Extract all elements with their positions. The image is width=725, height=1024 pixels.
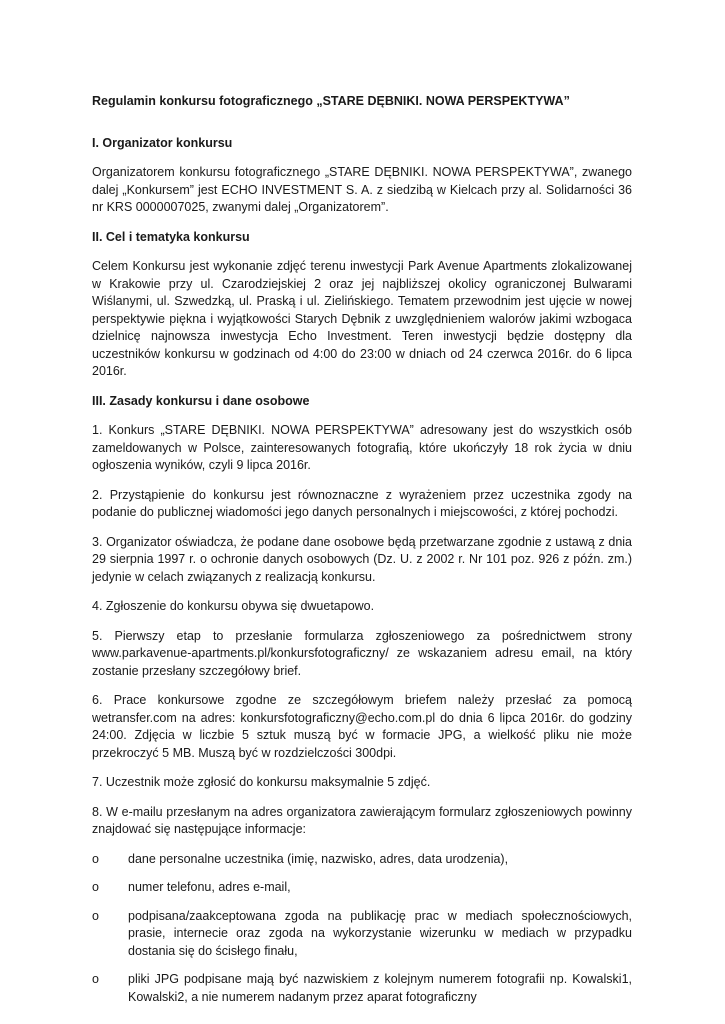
document-title: Regulamin konkursu fotograficznego „STARE DĘBNIKI. NOWA PERSPEKTYWA”: [92, 94, 570, 108]
rule-1: 1. Konkurs „STARE DĘBNIKI. NOWA PERSPEKTYWA” adresowany jest do wszystkich osób zameldowanych w Polsce, zainteresowanych fotografią, które ukończyły 18 rok życia w dniu ogłoszenia wyników, czyli 9 lipca 2016r.: [92, 423, 632, 472]
list-item-text: dane personalne uczestnika (imię, nazwisko, adres, data urodzenia),: [128, 851, 509, 866]
rule-4: 4. Zgłoszenie do konkursu obywa się dwuetapowo.: [92, 599, 375, 613]
rule-7: 7. Uczestnik może zgłosić do konkursu maksymalnie 5 zdjęć.: [92, 775, 431, 789]
required-info-list: [92, 851, 632, 1007]
section-2-paragraph: Celem Konkursu jest wykonanie zdjęć terenu inwestycji Park Avenue Apartments zlokalizowanej w Krakowie przy ul. Czarodziejskiej 2 oraz jej najbliższej okolicy ograniczonej Bulwarami Wiślanymi, ul. Szwedzką, ul. Praską i ul. Zielińskiego. Tematem przewodnim jest ujęcie w nowej perspektywie piękna i wyjątkowości Starych Dębnik z uwzględnieniem walorów jakimi wzbogaca dzielnicę najnowsza inwestycja Echo Investment. Teren inwestycji będzie dostępny dla uczestników konkursu w godzinach od 4:00 do 23:00 w dniach od 24 czerwca 2016r. do 6 lipca 2016r.: [92, 259, 632, 378]
section-3-heading: III. Zasady konkursu i dane osobowe: [92, 393, 310, 408]
list-item-text: pliki JPG podpisane mają być nazwiskiem z kolejnym numerem fotografii np. Kowalski1, Kowalski2, a nie numerem nadanym przez aparat fotograficzny: [128, 972, 632, 1004]
list-item: [92, 851, 632, 869]
bullet-marker: o: [92, 851, 99, 866]
list-item: [92, 879, 632, 897]
list-item-text: podpisana/zaakceptowana zgoda na publikację prac w mediach społecznościowych, prasie, internecie oraz zgoda na wykorzystanie wizerunku w mediach w przypadku dostania się do ścisłego finału,: [128, 908, 632, 958]
list-item: [92, 908, 632, 961]
rule-2: 2. Przystąpienie do konkursu jest równoznaczne z wyrażeniem przez uczestnika zgody na podanie do publicznej wiadomości jego danych personalnych i miejscowości, z której pochodzi.: [92, 487, 632, 519]
list-item-text: numer telefonu, adres e-mail,: [128, 880, 291, 894]
bullet-marker: o: [92, 880, 99, 894]
rule-6: 6. Prace konkursowe zgodne ze szczegółowym briefem należy przesłać za pomocą wetransfer.com na adres: konkursfotograficzny@echo.com.pl do dnia 6 lipca 2016r. do godziny 24:00. Zdjęcia w liczbie 5 sztuk muszą być w formacie JPG, a wielkość pliku nie może przekroczyć 5 MB. Muszą być w rozdzielczości 300dpi.: [92, 693, 632, 760]
rule-3: 3. Organizator oświadcza, że podane dane osobowe będą przetwarzane zgodnie z ustawą z dnia 29 sierpnia 1997 r. o ochronie danych osobowych (Dz. U. z 2002 r. Nr 101 poz. 926 z późn. zm.) jedynie w celach związanych z realizacją konkursu.: [92, 534, 632, 584]
list-item: [92, 971, 632, 1006]
section-1-heading: I. Organizator konkursu: [92, 135, 233, 150]
bullet-marker: o: [92, 908, 99, 923]
document-body: [92, 93, 632, 1017]
rule-8: 8. W e-mailu przesłanym na adres organizatora zawierającym formularz zgłoszeniowych powinny znajdować się następujące informacje:: [92, 804, 632, 836]
section-1-paragraph: Organizatorem konkursu fotograficznego „STARE DĘBNIKI. NOWA PERSPEKTYWA”, zwanego dalej „Konkursem” jest ECHO INVESTMENT S. A. z siedzibą w Kielcach przy al. Solidarności 36 nr KRS 0000007025, zwanymi dalej „Organizatorem”.: [92, 165, 632, 214]
rule-5: 5. Pierwszy etap to przesłanie formularza zgłoszeniowego za pośrednictwem strony www.parkavenue-apartments.pl/konkursfotograficzny/ ze wskazaniem adresu email, na który zostanie przesłany szczegółowy brief.: [92, 628, 632, 678]
section-2-heading: II. Cel i tematyka konkursu: [92, 229, 250, 244]
bullet-marker: o: [92, 972, 99, 986]
